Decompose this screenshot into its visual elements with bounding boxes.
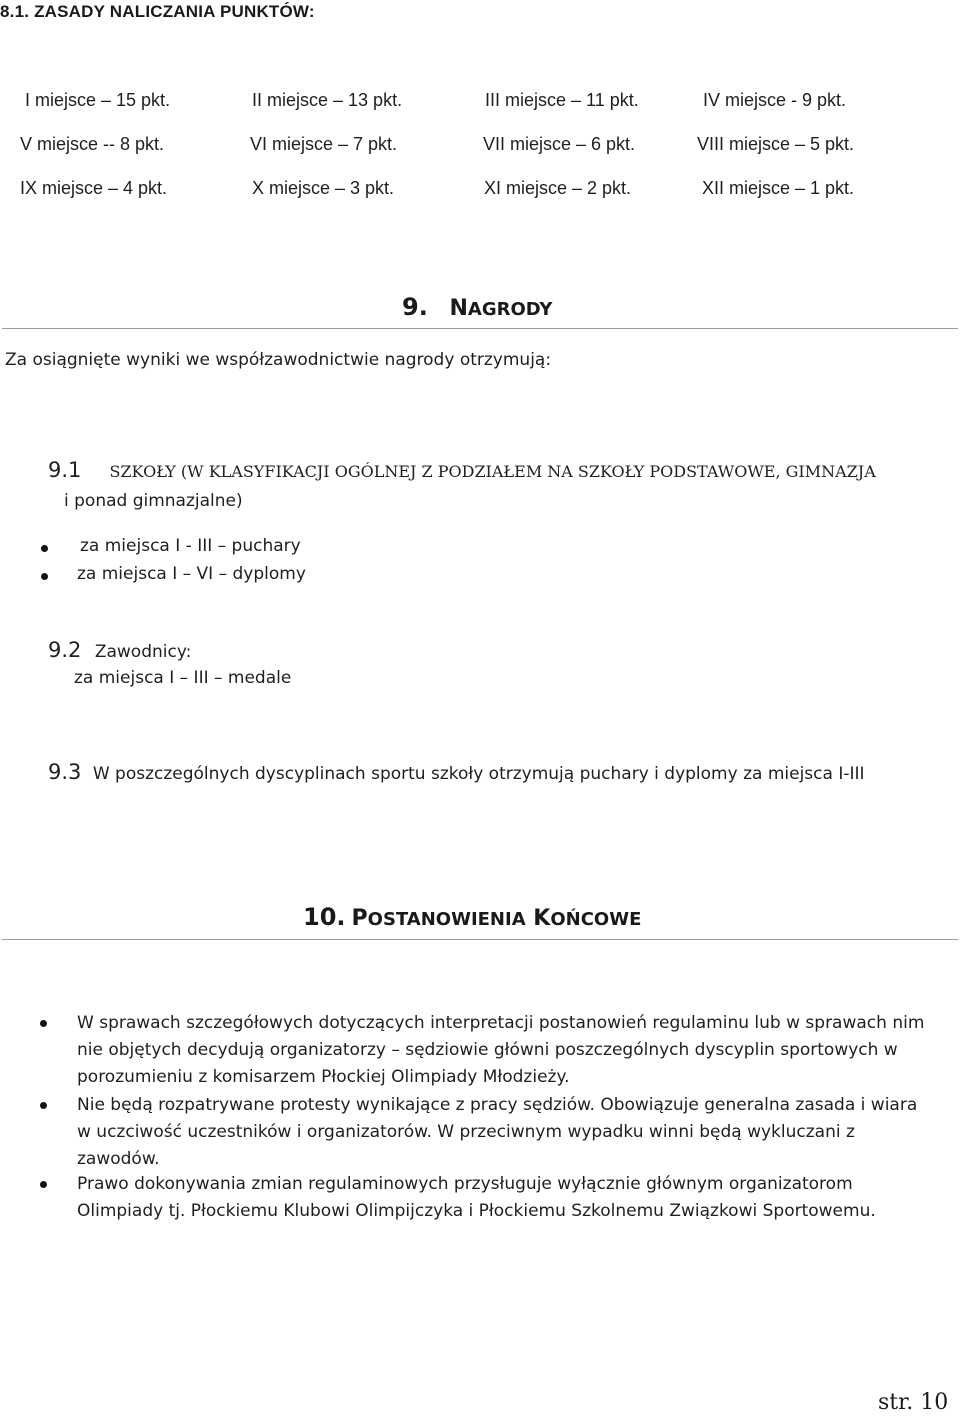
subsection-number-sub: 2 (68, 638, 82, 662)
paragraph-line: W sprawach szczegółowych dotyczących interpretacji postanowień regulaminu lub w sprawach nim (77, 1013, 925, 1033)
points-cell: XI miejsce – 2 pkt. (484, 178, 632, 198)
points-cell: IX miejsce – 4 pkt. (20, 178, 168, 198)
subsection-9-2-heading (48, 638, 191, 662)
heading-initial: K (533, 906, 551, 931)
points-cell: XII miejsce – 1 pkt. (702, 178, 855, 198)
subsection-9-2-line: za miejsca I – III – medale (74, 668, 292, 688)
points-cell: III miejsce – 11 pkt. (485, 90, 639, 110)
section-9-intro: Za osiągnięte wyniki we współzawodnictwie nagrody otrzymują: (5, 350, 552, 370)
subsection-9-1-heading (48, 458, 876, 482)
list-item (77, 1010, 957, 1091)
subsection-number: 9. (48, 638, 69, 662)
list-item: za miejsca I – VI – dyplomy (77, 564, 306, 584)
bullet-icon (41, 545, 48, 552)
section-8-1-title: 8.1. ZASADY NALICZANIA PUNKTÓW: (0, 2, 315, 21)
paragraph-line: porozumieniu z komisarzem Płockiej Olimpiady Młodzieży. (77, 1067, 570, 1087)
section-divider (2, 328, 958, 329)
section-9-heading (402, 293, 552, 321)
bullet-icon (40, 1102, 47, 1109)
section-10-heading (303, 903, 641, 931)
bullet-icon (40, 1020, 47, 1027)
heading-initial: N (449, 296, 468, 321)
page-number: str. 10 (878, 1390, 949, 1415)
heading-rest: OSTANOWIENIA (367, 909, 526, 930)
subsection-9-3 (48, 760, 865, 784)
points-cell: VI miejsce – 7 pkt. (250, 134, 398, 154)
list-item (77, 1171, 957, 1225)
subsection-heading-text: SZKOŁY (W KLASYFIKACJI OGÓLNEJ Z PODZIAŁEM NA SZKOŁY PODSTAWOWE, GIMNAZJA (109, 462, 876, 481)
subsection-number: 9. (48, 458, 69, 482)
paragraph-line: zawodów. (77, 1149, 160, 1169)
subsection-label: Zawodnicy: (94, 642, 192, 662)
subsection-number: 9. (48, 760, 69, 784)
points-cell: II miejsce – 13 pkt. (252, 90, 403, 110)
list-item: za miejsca I - III – puchary (80, 536, 301, 556)
points-cell: VIII miejsce – 5 pkt. (697, 134, 855, 154)
points-cell: X miejsce – 3 pkt. (252, 178, 395, 198)
subsection-text: W poszczególnych dyscyplinach sportu szkoły otrzymują puchary i dyplomy za miejsca I-III (92, 764, 865, 784)
bullet-icon (40, 1181, 47, 1188)
points-cell: I miejsce – 15 pkt. (25, 90, 171, 110)
points-cell: VII miejsce – 6 pkt. (483, 134, 636, 154)
heading-initial: P (351, 906, 368, 931)
subsection-number-sub: 1 (68, 458, 82, 482)
section-number: 10. (303, 903, 346, 931)
list-item (77, 1092, 957, 1173)
paragraph-line: Olimpiady tj. Płockiemu Klubowi Olimpijczyka i Płockiemu Szkolnemu Związkowi Sportowemu. (77, 1201, 876, 1221)
points-cell: V miejsce -- 8 pkt. (20, 134, 165, 154)
paragraph-line: nie objętych decydują organizatorzy – sędziowie główni poszczególnych dyscyplin sportowych w (77, 1040, 898, 1060)
heading-rest: AGRODY (467, 299, 553, 320)
bullet-icon (41, 573, 48, 580)
paragraph-line: Prawo dokonywania zmian regulaminowych przysługuje wyłącznie głównym organizatorom (77, 1174, 853, 1194)
paragraph-line: w uczciwość uczestników i organizatorów. W przeciwnym wypadku winni będą wykluczani z (77, 1122, 855, 1142)
heading-rest: OŃCOWE (550, 909, 642, 930)
section-divider (2, 939, 958, 940)
subsection-number-sub: 3 (68, 760, 82, 784)
points-cell: IV miejsce - 9 pkt. (703, 90, 847, 110)
section-number: 9. (402, 293, 428, 321)
subsection-9-1-heading-cont: i ponad gimnazjalne) (64, 491, 243, 511)
paragraph-line: Nie będą rozpatrywane protesty wynikające z pracy sędziów. Obowiązuje generalna zasada i wiara (77, 1095, 918, 1115)
